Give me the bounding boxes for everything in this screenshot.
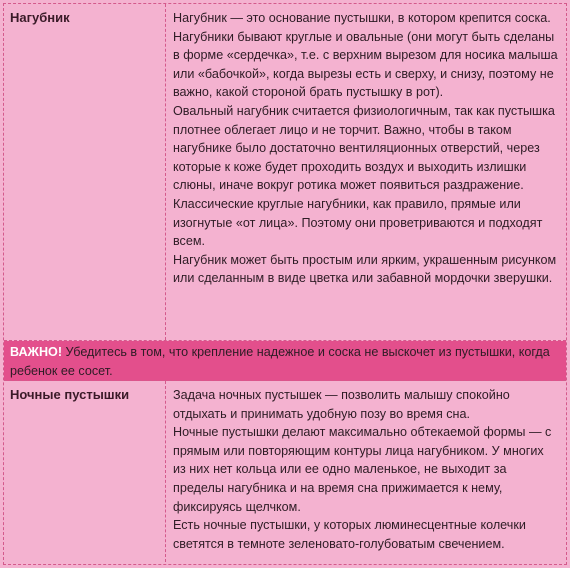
- row-content: [166, 4, 566, 340]
- table-row-night-pacifiers: [4, 381, 566, 562]
- note-prefix: ВАЖНО!: [10, 345, 63, 359]
- paragraph: Нагубник может быть простым или ярким, украшенным рисунком или сделанным в виде цветка или забавной мордочки зверушки.: [173, 252, 557, 286]
- paragraph: Задача ночных пустышек — позволить малышу спокойно отдыхать и принимать удобную позу во время сна.: [173, 388, 510, 421]
- row-content: [166, 381, 566, 562]
- row-label: Нагубник: [4, 4, 166, 340]
- paragraph: Ночные пустышки делают максимально обтекаемой формы — с прямым или повторяющим контуры лица нагубником. У многих из них нет кольца или ее одно маленькое, не выходит за пределы нагубника и на время сна прижимается к нему, фиксируясь щелчком.: [173, 425, 552, 514]
- info-table: [3, 3, 567, 565]
- paragraph: Нагубник — это основание пустышки, в котором крепится соска.: [173, 11, 551, 25]
- important-note: [4, 341, 566, 381]
- row-label: Ночные пустышки: [4, 381, 166, 562]
- paragraph: Нагубники бывают круглые и овальные (они могут быть сделаны в форме «сердечка», т.е. с верхним вырезом для носика малыша или «бабочкой», когда вырезы есть и сверху, и снизу, поэтому не важно, какой стороной брать пустышку в рот).: [173, 29, 558, 100]
- table-row-nagubnik: [4, 4, 566, 341]
- paragraph: Овальный нагубник считается физиологичным, так как пустышка плотнее облегает лицо и не торчит. Важно, чтобы в таком нагубнике было достаточно вентиляционных отверстий, через которые к коже будет проходить воздух и выходить излишки слюны, иначе вокруг ротика может появиться раздражение.: [173, 103, 555, 193]
- note-text: Убедитесь в том, что крепление надежное и соска не выскочет из пустышки, когда ребенок ее сосет.: [10, 345, 550, 378]
- paragraph: Классические круглые нагубники, как правило, прямые или изогнутые «от лица». Поэтому они проветриваются и подходят всем.: [173, 196, 543, 249]
- paragraph: Есть ночные пустышки, у которых люминесцентные колечки светятся в темноте зеленовато-голубоватым свечением.: [173, 518, 526, 551]
